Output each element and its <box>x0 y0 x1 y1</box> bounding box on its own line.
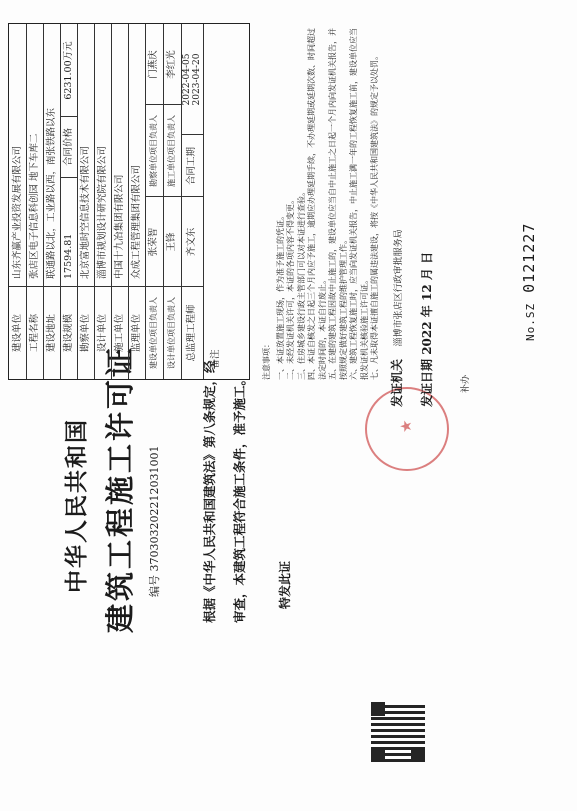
value-supervision-unit: 众成工程管理集团有限公司 <box>130 164 142 279</box>
label-construction-unit: 建设单位 <box>9 286 26 379</box>
value-project-name: 张店区电子信息科创园 地下车库二 <box>28 133 40 279</box>
serial-number <box>520 223 538 341</box>
value-survey-unit: 北京富地时空信息技术有限公司 <box>79 145 91 279</box>
row-survey-unit <box>77 24 95 379</box>
cert-no-label: 编号 <box>148 575 161 597</box>
label-contract-price: 合同价格 <box>60 116 77 177</box>
notes-heading: 注意事项： <box>262 340 271 380</box>
label-scale: 建设规模 <box>60 286 77 379</box>
issuer-label: 发证机关 <box>390 358 404 407</box>
notes-item: 一、本证放置施工现场，作为准予施工的凭证。 <box>275 212 285 380</box>
seal-star-icon: ★ <box>397 419 415 433</box>
period-end: 2023-04-20 <box>192 53 202 106</box>
value-builder-unit: 中国十九冶集团有限公司 <box>113 174 125 279</box>
label-survey-pm: 勘察单位项目负责人 <box>145 104 163 197</box>
margin-note: 补办 <box>461 374 471 393</box>
value-contract-price <box>60 24 77 117</box>
notes-item: 四、本证自核发之日起三个月内应予施工，逾期应办理延期手续，不办理延期或延期次数、时间超过法定时间的，本证自行废止。 <box>307 28 327 380</box>
label-design-unit: 设计单位 <box>94 286 111 379</box>
issuing-authority <box>388 229 405 407</box>
issue-year-suffix: 年 <box>420 305 434 318</box>
special-issue-text: 特发此证 <box>278 560 292 609</box>
row-scale <box>60 24 78 379</box>
row-construction-unit <box>9 24 27 379</box>
contract-price-number: 6231.00 <box>62 60 74 100</box>
row-supervisor-period <box>181 24 204 379</box>
value-construction-pm: 张荣智 <box>145 196 163 287</box>
label-contract-period: 合同工期 <box>181 134 203 197</box>
contract-price-unit: 万元 <box>62 41 74 61</box>
value-survey-pm: 门燕庆 <box>148 50 160 79</box>
official-seal <box>365 387 449 471</box>
issue-date <box>418 252 435 407</box>
label-chief-supervisor: 总监理工程师 <box>181 286 203 379</box>
row-builder-unit <box>111 24 129 379</box>
approval-paragraph: 根据《中华人民共和国建筑法》第八条规定，经审查，本建筑工程符合施工条件，准予施工。 <box>202 360 247 623</box>
row-design-builder-pm <box>163 24 182 379</box>
title-permit: 建筑工程施工许可证 <box>103 344 137 633</box>
issue-date-label: 发证日期 <box>420 358 434 407</box>
row-address <box>43 24 61 379</box>
label-address: 建设地址 <box>43 286 60 379</box>
notes-item: 二、未经发证机关许可，本证的各项内容不得变更。 <box>286 196 295 380</box>
value-builder-pm: 李红光 <box>166 50 178 79</box>
label-remarks: 备注 <box>210 349 221 369</box>
title-country: 中华人民共和国 <box>63 418 90 593</box>
value-chief-supervisor: 齐文东 <box>181 196 203 287</box>
label-survey-unit: 勘察单位 <box>77 286 94 379</box>
serial-value: 0121227 <box>520 222 538 293</box>
label-builder-pm: 施工单位项目负责人 <box>163 104 181 197</box>
label-design-pm: 设计单位项目负责人 <box>163 286 181 379</box>
row-remarks <box>203 24 249 379</box>
qr-code-icon <box>371 702 425 762</box>
certificate-number <box>146 446 162 597</box>
value-construction-unit: 山东齐赢产业投资发展有限公司 <box>11 145 23 279</box>
value-scale: 17594.81 <box>60 177 77 287</box>
value-design-pm: 王锋 <box>163 196 181 287</box>
label-project-name: 工程名称 <box>26 286 43 379</box>
row-project-name <box>26 24 44 379</box>
issuer-name: 淄博市张店区行政审批服务局 <box>394 229 404 347</box>
value-address: 联通路以北，工业路以西，南张铁路以东 <box>45 107 57 279</box>
notes-section <box>262 25 381 380</box>
period-start: 2022-04-05 <box>182 53 192 106</box>
project-details-table <box>8 23 250 380</box>
label-supervision-unit: 监理单位 <box>128 286 145 379</box>
value-contract-period <box>181 24 203 135</box>
cert-no-value: 370303202212031001 <box>148 445 161 572</box>
notes-item: 六、建筑工程恢复施工时，应当向发证机关报告，中止施工满一年的工程恢复施工前，建设单位应当报发证机关核验施工许可证。 <box>349 28 369 380</box>
issue-year: 2022 <box>420 321 434 355</box>
notes-item: 七、凡未取得本证擅自施工的属违法建设，将按《中华人民共和国建筑法》的规定予以处罚。 <box>370 52 379 380</box>
value-design-unit: 淄博市规划设计研究院有限公司 <box>96 145 108 279</box>
value-remarks <box>203 24 249 287</box>
row-design-unit <box>94 24 112 379</box>
row-construction-survey-pm <box>145 24 164 379</box>
notes-item: 三、住房城乡建设行政主管部门可以对本证进行查验。 <box>296 188 306 380</box>
label-construction-pm: 建设单位项目负责人 <box>145 286 163 379</box>
issue-month-suffix: 月 <box>420 268 434 281</box>
issue-day-suffix: 日 <box>420 251 434 264</box>
issue-month: 12 <box>420 284 434 301</box>
serial-prefix: No.SZ <box>524 302 537 341</box>
notes-item: 五、在建的建筑工程因故中止施工的，建设单位应当自中止施工之日起一个月内向发证机关报告，并按照规定做好建筑工程的维护管理工作。 <box>328 28 348 380</box>
row-supervision-unit <box>128 24 146 379</box>
label-builder-unit: 施工单位 <box>111 286 128 379</box>
